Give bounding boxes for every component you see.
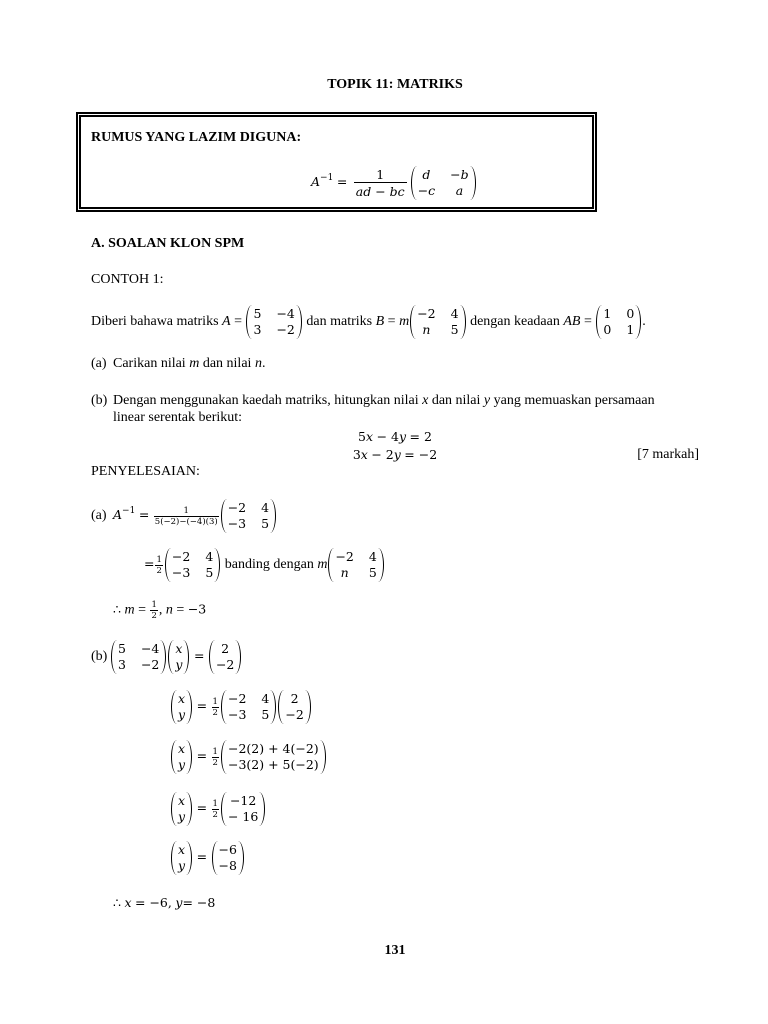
question-text: yang memuaskan persamaan [493,393,655,408]
part-b-question-content [113,393,655,409]
constant-vector [209,640,241,674]
question-text: linear serentak berikut: [113,410,243,425]
vector-cells [215,640,235,674]
matrix-cell: 3 [118,657,126,672]
variable-m: m [399,314,410,330]
solution-a-step-1-content [113,499,277,533]
matrix-cell: 5 [368,565,377,580]
solution-b-label-row [91,647,107,667]
solution-a-answer-content [113,600,206,621]
matrix-cell: 5 [261,707,270,722]
matrix-cell: 5 [261,516,270,531]
vector-cells [177,841,186,875]
marks-label: [7 markah] [637,447,699,462]
inverse-formula-content [311,166,477,200]
fraction-numerator: 1 [212,696,218,707]
matrix-cells [117,640,160,674]
part-a-question-content [113,356,265,372]
matrix-cells [227,690,270,724]
section-heading-row [91,234,244,254]
variable-x: x [366,428,374,444]
fraction-denominator: ad − bc [355,184,405,199]
variable-m: m [124,602,135,618]
equals-sign: = [176,602,185,618]
matrix-cell: 4 [368,549,377,564]
right-paren [186,740,192,774]
matrix-cell: a [455,183,464,198]
question-statement-content [91,305,646,339]
fraction-denominator: 2 [212,707,218,718]
vector-cells [218,841,238,875]
matrix-cells [171,548,214,582]
question-text: Dengan menggunakan kaedah matriks, hitungkan nilai [113,393,419,408]
vector-cells [227,792,259,826]
fraction-denominator: 2 [212,757,218,768]
right-paren [460,305,466,339]
matrix-cells [334,548,377,582]
term: − 4 [376,428,399,444]
result-column [221,792,265,826]
matrix-symbol: A [113,507,123,523]
determinant-fraction [354,167,407,199]
fraction-denominator: 2 [151,610,157,621]
constant-vector [278,690,310,724]
matrix-cell: 5 [253,306,262,321]
matrix-cell: −2 [335,549,354,564]
vector-cells [177,690,186,724]
statement-text: dengan keadaan [470,314,560,330]
formula-box-heading: RUMUS YANG LAZIM DIGUNA: [91,130,302,145]
half-fraction [212,799,219,820]
equals-sign: = [196,748,208,764]
right-paren [270,499,276,533]
full-stop: . [642,314,646,330]
right-paren [378,548,384,582]
page-number: 131 [384,943,406,958]
vector-cell: − 16 [227,809,259,824]
question-text: dan nilai [431,393,481,408]
equals-sign: = [583,314,592,330]
half-fraction [150,600,157,621]
right-paren [186,792,192,826]
adjoint-matrix [221,499,276,533]
solution-b-step-5-content [170,841,245,875]
term: − 2 [371,446,394,462]
fraction-denominator: 2 [212,809,218,820]
vector-cell: −2(2) + 4(−2) [227,741,319,756]
matrix-cell: 4 [261,691,270,706]
solution-a-step-2 [144,545,385,585]
matrix-cell: 5 [450,322,459,337]
matrix-cell: −2 [227,691,247,706]
vector-cells [177,740,186,774]
matrix-cell: 0 [626,306,635,321]
half-fraction [212,747,219,768]
equals-sign: = [138,602,146,618]
variable-m: m [189,356,200,371]
right-paren [186,690,192,724]
matrix-cell: −2 [417,306,436,321]
matrix-cell: 5 [205,565,214,580]
solution-a-step-1 [113,496,277,536]
vector-cells [174,640,183,674]
equals-sign: = [196,849,208,865]
inverse-exponent: −1 [320,173,334,184]
matrix-b [328,548,383,582]
value-y: = −8 [182,894,216,910]
coefficient: 5 [358,428,366,444]
equals-sign: = [144,556,155,572]
page-title: TOPIK 11: MATRIKS [327,77,463,92]
right-paren [214,548,220,582]
part-b-question-line-2 [113,408,242,428]
solution-a-label: (a) [91,508,107,523]
matrix-cells [227,499,270,533]
half-fraction [155,555,162,576]
matrix-cell: n [422,322,431,337]
coefficient: 3 [352,446,361,462]
variable-vector [168,640,189,674]
inverse-formula [311,162,477,204]
section-heading: A. SOALAN KLON SPM [91,236,245,251]
matrix-a [246,305,301,339]
variable-y: y [483,393,491,408]
vector-cells [177,792,186,826]
solution-heading: PENYELESAIAN: [91,464,200,479]
vector-cell: y [178,707,186,722]
question-text: Carikan nilai [113,356,186,371]
part-a-question [113,354,265,374]
full-stop: . [261,356,266,371]
inverse-exponent: −1 [122,506,136,517]
variable-a: A [222,314,231,330]
right-paren [270,690,276,724]
solution-b-step-4 [170,789,266,829]
solution-b-step-1 [110,637,242,677]
right-paren [635,305,641,339]
variable-y: y [398,428,407,444]
vector-cell: −6 [218,842,237,857]
example-label: CONTOH 1: [91,272,164,287]
matrix-cell: 4 [450,306,459,321]
matrix-symbol: A [311,174,321,190]
identity-matrix [596,305,641,339]
vector-cell: 2 [290,691,299,706]
vector-cell: 2 [221,641,230,656]
matrix-cell: −3 [227,516,247,531]
product-column [221,740,326,774]
vector-cell: x [178,793,186,808]
right-paren [320,740,326,774]
matrix-cell: d [422,167,431,182]
vector-cell: y [178,858,186,873]
vector-cell: −8 [218,858,237,873]
variable-x: x [360,446,368,462]
adjoint-matrix [411,166,476,200]
solution-b-step-3-content [170,740,327,774]
vector-cell: −2 [215,657,235,672]
compare-text: banding dengan [224,557,314,573]
solution-b-answer [113,893,215,913]
variable-vector [171,690,192,724]
matrix-cell: 1 [603,306,612,321]
solution-b-answer-content [113,895,215,912]
right-paren [296,305,302,339]
matrix-cells [416,305,459,339]
fraction-numerator: 1 [151,599,157,610]
matrix-cells [252,305,295,339]
vector-cell: −3(2) + 5(−2) [227,757,319,772]
question-statement [91,302,646,342]
fraction-denominator: 2 [156,565,162,576]
fraction-numerator: 1 [212,746,218,757]
statement-text: Diberi bahawa matriks [91,314,219,330]
right-paren [470,166,476,200]
matrix-cell: −4 [140,641,160,656]
determinant-fraction [154,506,219,527]
value-x: = −6, [135,894,172,910]
matrix-cell: −3 [171,565,191,580]
solution-b-step-3 [170,737,327,777]
example-label-row [91,270,163,290]
solution-a-label-row [91,506,107,526]
solution-b-step-4-content [170,792,266,826]
variable-b: B [375,314,385,330]
vector-cell: x [178,691,186,706]
half-fraction [212,697,219,718]
fraction-denominator: 5(−2)−(−4)(3) [154,516,218,527]
matrix-cell: −2 [171,549,191,564]
therefore-symbol: ∴ [113,601,121,617]
matrix-cell: −2 [276,322,295,337]
vector-cell: x [178,842,186,857]
adjoint-matrix [221,690,276,724]
matrix-a [111,640,166,674]
right-paren [183,640,189,674]
solution-b-step-5 [170,838,245,878]
matrix-cells [602,305,635,339]
vector-cell: x [178,741,186,756]
vector-cell: −12 [229,793,257,808]
fraction-numerator: 1 [156,554,162,565]
fraction-numerator: 1 [212,798,218,809]
therefore-symbol: ∴ [113,894,121,910]
equals-sign: = [196,698,208,714]
variable-x: x [422,393,429,408]
matrix-cell: 5 [118,641,126,656]
page-number-row [91,941,699,961]
value-n: −3 [187,601,207,617]
fraction-numerator: 1 [376,167,385,182]
fraction-numerator: 1 [183,505,189,516]
right-paren [305,690,311,724]
right-paren [160,640,166,674]
solution-b-step-2 [170,687,312,727]
part-a-label-row [91,354,107,374]
equation-1-content [358,429,432,446]
variable-n: n [165,602,173,618]
comma: , [158,602,163,618]
equals-sign: = [138,507,150,523]
matrix-cells [417,166,470,200]
matrix-cell: −b [450,167,469,182]
matrix-cell: 4 [261,500,270,515]
vector-cell: y [175,657,183,672]
right-paren [186,841,192,875]
variable-n: n [254,356,262,371]
part-b-label-row [91,391,107,411]
solution-a-answer [113,597,206,623]
matrix-cell: −4 [276,306,295,321]
vector-cells [284,690,304,724]
final-column [212,841,244,875]
vector-cells [227,740,320,774]
matrix-cell: −c [417,183,436,198]
vector-cell: y [178,757,186,772]
equation-1 [91,427,699,447]
variable-y: y [175,894,183,910]
equals-sign: = [193,648,205,664]
equals-sign: = [387,314,396,330]
right-paren [259,792,265,826]
solution-a-step-2-content [144,548,385,582]
equals-sign: = [196,800,208,816]
solution-b-step-2-content [170,690,312,724]
matrix-cell: 4 [205,549,214,564]
title-row [91,75,699,95]
variable-y: y [393,446,401,462]
statement-text: dan matriks [306,314,373,330]
matrix-cell: −3 [227,707,247,722]
matrix-cell: −2 [227,500,247,515]
matrix-cell: n [340,565,349,580]
matrix-cell: 0 [603,322,612,337]
matrix-b [410,305,465,339]
rhs: = 2 [409,428,432,444]
solution-heading-row [91,462,200,482]
equals-sign: = [234,314,242,330]
adjoint-matrix [165,548,220,582]
solution-b-label: (b) [91,649,108,664]
question-text: dan nilai [202,356,252,371]
variable-vector [171,792,192,826]
variable-ab: AB [563,314,581,330]
vector-cell: −2 [285,707,304,722]
vector-cell: x [175,641,183,656]
variable-vector [171,740,192,774]
right-paren [238,841,244,875]
matrix-cell: 1 [626,322,635,337]
solution-b-step-1-content [110,640,242,674]
vector-cell: y [178,809,186,824]
rhs: = −2 [404,446,438,462]
variable-vector [171,841,192,875]
matrix-cell: 3 [253,322,262,337]
right-paren [235,640,241,674]
part-b-label: (b) [91,393,108,408]
part-a-label: (a) [91,356,107,371]
formula-box-heading-row [91,128,301,148]
matrix-cell: −2 [140,657,160,672]
variable-x: x [124,894,132,910]
variable-m: m [317,557,328,573]
equals-sign: = [336,174,348,190]
